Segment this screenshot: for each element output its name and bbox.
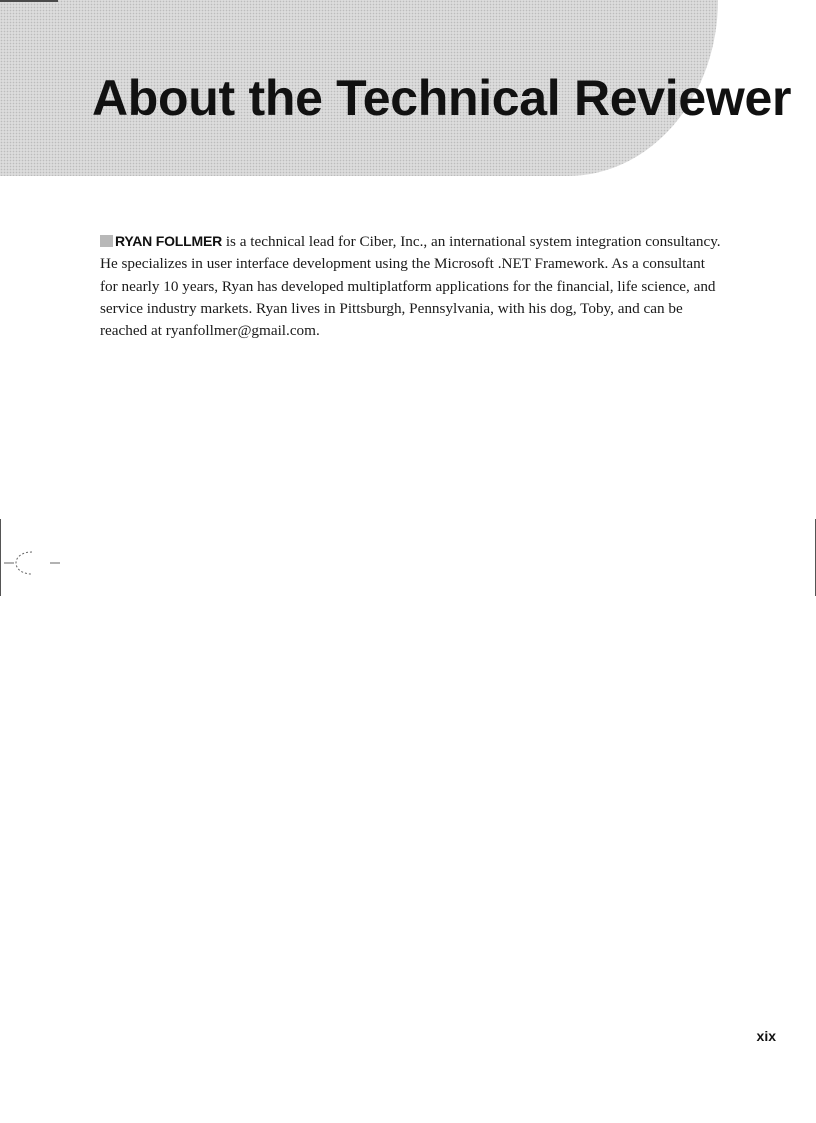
page-number: xix [756,1028,776,1044]
left-page-edge [0,519,1,596]
top-rule [0,0,58,2]
bullet-icon [100,235,113,247]
reviewer-bio [100,230,725,342]
registration-mark-icon [2,546,62,580]
reviewer-bio-text: is a technical lead for Ciber, Inc., an international system integration consultancy. He specializes in user interface development using the Microsoft .NET Framework. As a consultant for nearly 10 years, Ryan has developed multiplatform applications for the financial, life science, and service industry markets. Ryan lives in Pittsburgh, Pennsylvania, with his dog, Toby, and can be reached at ryanfollmer@gmail.com. [100,233,721,340]
reviewer-name: RYAN FOLLMER [115,233,223,249]
chapter-title: About the Technical Reviewer [92,70,792,126]
